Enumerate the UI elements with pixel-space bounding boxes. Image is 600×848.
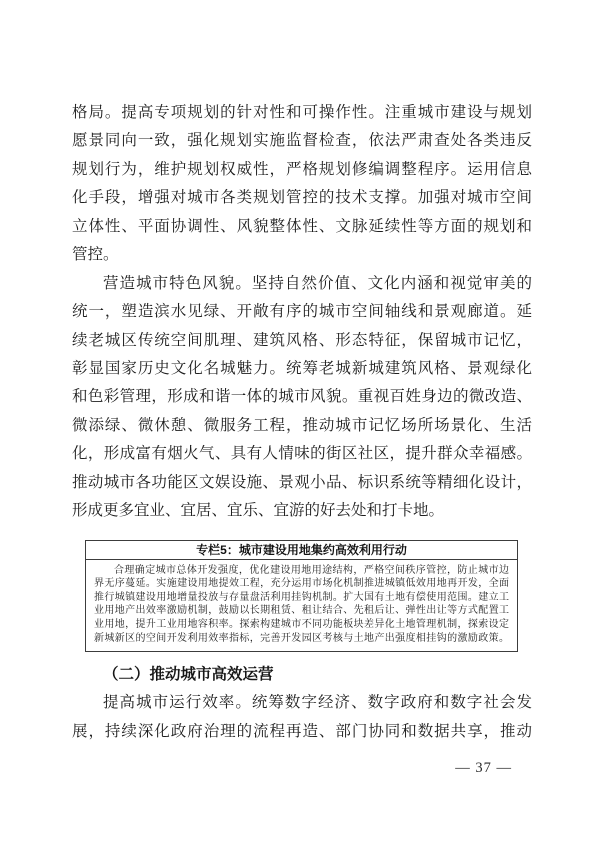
infobox-line: 合理确定城市总体开发强度，优化建设用地用途结构，严格空间秩序管控，防止城市边 xyxy=(114,564,509,576)
text-line: 管控。 xyxy=(72,246,119,264)
text-line: 格局。提高专项规划的针对性和可操作性。注重城市建设与规划 xyxy=(72,104,532,121)
text-line: 统一，塑造滨水见绿、开敞有序的城市空间轴线和景观廊道。延 xyxy=(72,303,532,321)
text-line: 展，持续深化政府治理的流程再造、部门协同和数据共享，推动 xyxy=(72,722,532,740)
text-line: 彰显国家历史文化名城魅力。统筹老城新城建筑风格、景观绿化 xyxy=(72,359,532,377)
infobox-column5 xyxy=(85,540,518,653)
infobox-line: 业用地，提升工业用地容积率。探索构建城市不同功能板块差异化土地管理机制，探索设定 xyxy=(94,618,509,630)
page-number: — 37 — xyxy=(455,760,512,776)
text-line: 推动城市各功能区文娱设施、景观小品、标识系统等精细化设计， xyxy=(72,473,532,491)
text-line: 营造城市特色风貌。坚持自然价值、文化内涵和视觉审美的 xyxy=(103,274,532,292)
text-line: 续老城区传统空间肌理、建筑风格、形态特征，保留城市记忆， xyxy=(72,331,532,349)
paragraph-1 xyxy=(72,99,532,270)
infobox-line: 新城新区的空间开发利用效率指标，完善开发园区考核与土地产出强度相挂钩的激励政策。 xyxy=(94,632,509,644)
text-line: 愿景同向一致，强化规划实施监督检查，依法严肃查处各类违反 xyxy=(72,132,532,150)
text-line: 形成更多宜业、宜居、宜乐、宜游的好去处和打卡地。 xyxy=(72,502,445,520)
text-block xyxy=(72,99,532,778)
infobox-line: 推行城镇建设用地增量投放与存量盘活利用挂钩机制。扩大国有土地有偿使用范围。建立工 xyxy=(94,591,509,603)
infobox-line: 界无序蔓延。实施建设用地提效工程，充分运用市场化机制推进城镇低效用地再开发，全面 xyxy=(94,578,509,590)
text-line: 规划行为，维护规划权威性，严格规划修编调整程序。运用信息 xyxy=(72,160,532,178)
paragraph-3 xyxy=(72,689,532,746)
text-line: 提高城市运行效率。统筹数字经济、数字政府和数字社会发 xyxy=(103,694,532,712)
infobox-body xyxy=(86,560,517,652)
text-line: 和色彩管理，形成和谐一体的城市风貌。重视百姓身边的微改造、 xyxy=(72,388,532,406)
section-heading: （二）推动城市高效运营 xyxy=(103,666,274,684)
paragraph-2 xyxy=(72,270,532,526)
text-line: 化手段，增强对城市各类规划管控的技术支撑。加强对城市空间 xyxy=(72,189,532,207)
text-line: 微添绿、微休憩、微服务工程，推动城市记忆场所场景化、生活 xyxy=(72,416,532,434)
text-line: 立体性、平面协调性、风貌整体性、文脉延续性等方面的规划和 xyxy=(72,217,532,235)
infobox-line: 业用地产出效率激励机制，鼓励以长期租赁、租让结合、先租后让、弹性出让等方式配置工 xyxy=(94,605,509,617)
infobox-title: 专栏5：城市建设用地集约高效利用行动 xyxy=(86,541,517,560)
text-line: 化，形成富有烟火气、具有人情味的街区社区，提升群众幸福感。 xyxy=(72,445,532,463)
